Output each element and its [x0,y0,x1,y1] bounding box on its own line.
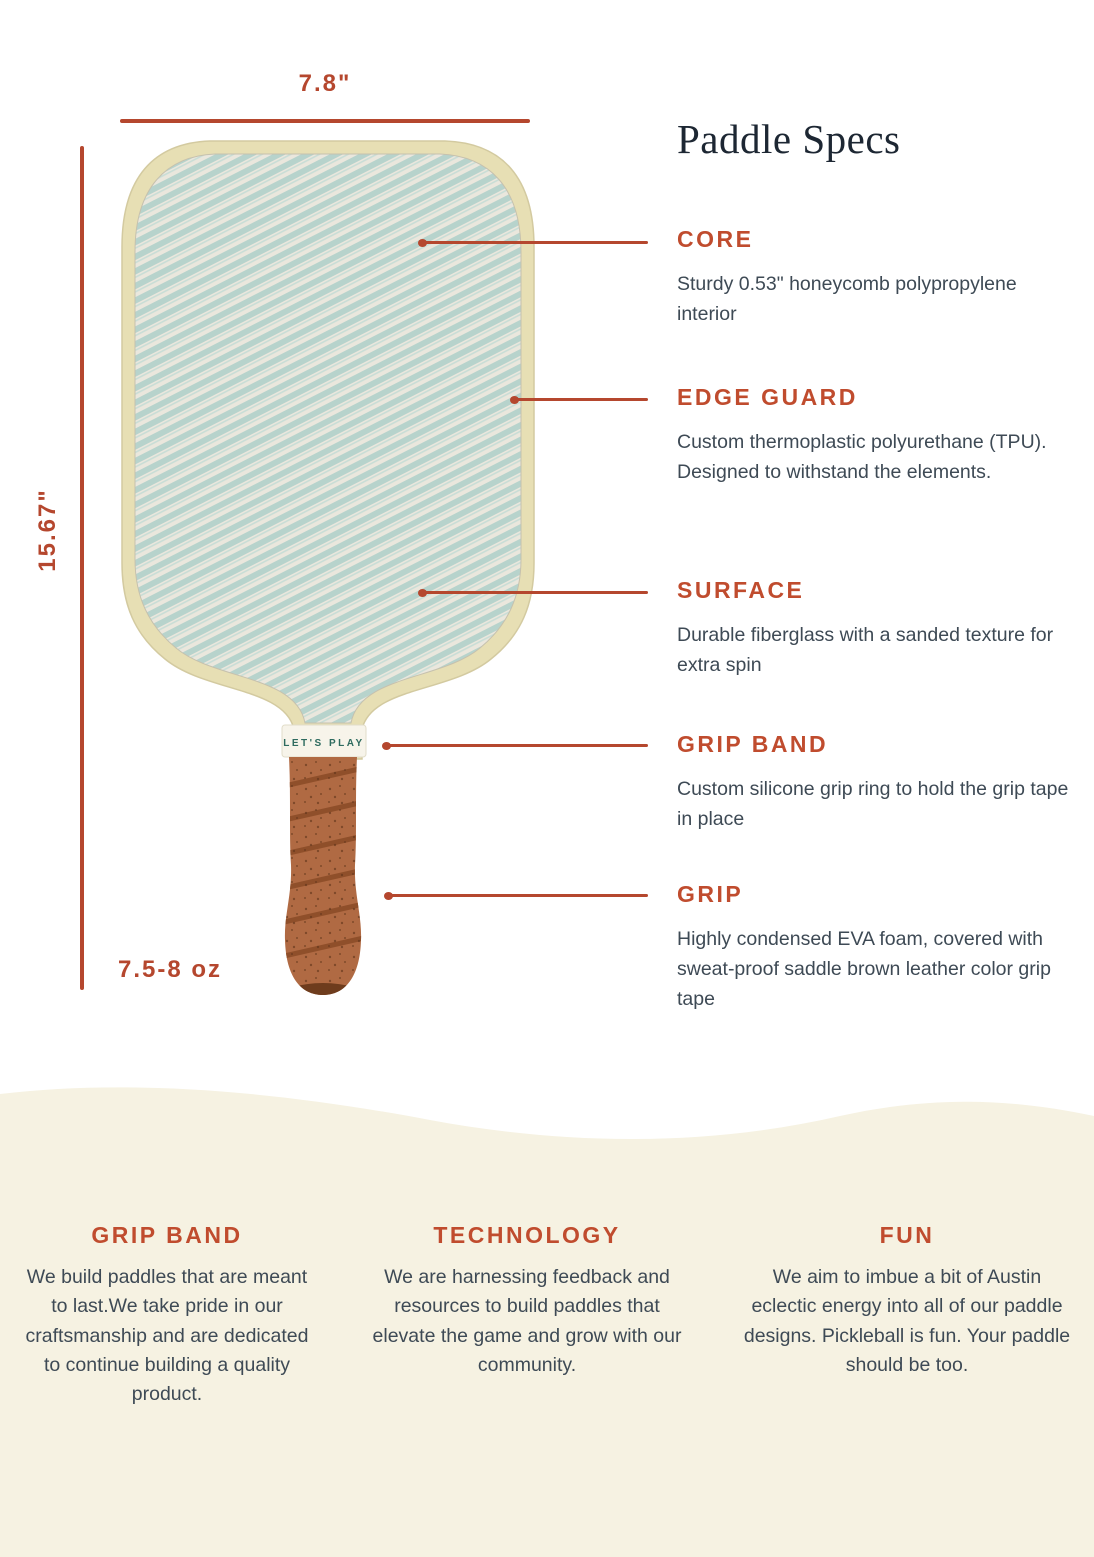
edge-guard-callout-line [512,398,648,401]
page-title: Paddle Specs [677,116,901,162]
handle-wrap-lines [280,755,370,1011]
surface-callout-line [420,591,648,594]
paddle-surface [135,154,521,723]
feature-description: We build paddles that are meant to last.We take pride in our craftsmanship and are dedicated to continue building a quality product. [25,1266,309,1405]
spec-description: Custom silicone grip ring to hold the grip tape in place [677,778,1069,831]
grip-band-callout-line [384,744,648,747]
wave-divider [0,1058,1094,1158]
core-callout-line [420,241,648,244]
spec-description: Highly condensed EVA foam, covered with sweat-proof saddle brown leather color grip tape [677,928,1051,1011]
grip-band-text: LET'S PLAY [283,738,365,749]
spec-label: EDGE GUARD [677,384,858,410]
feature-label: TECHNOLOGY [433,1222,621,1248]
width-dimension-label: 7.8" [298,70,352,97]
spec-section-surface [677,577,1069,680]
spec-description: Custom thermoplastic polyurethane (TPU). Designed to withstand the elements. [677,431,1047,484]
weight-label: 7.5-8 oz [118,956,223,983]
feature-technology [372,1222,682,1409]
feature-grip-band [22,1222,312,1409]
spec-section-edge-guard [677,384,1069,487]
feature-fun [742,1222,1072,1409]
feature-description: We are harnessing feedback and resources to build paddles that elevate the game and grow with our community. [372,1266,682,1376]
height-dimension-line [80,146,84,990]
spec-description: Durable fiberglass with a sanded texture for extra spin [677,624,1054,677]
grip-callout-line [386,894,648,897]
feature-label: FUN [879,1222,935,1248]
feature-description: We aim to imbue a bit of Austin eclectic energy into all of our paddle designs. Pickleball is fun. Your paddle should be too. [743,1266,1071,1376]
feature-label: GRIP BAND [91,1222,243,1248]
spec-description: Sturdy 0.53" honeycomb polypropylene interior [677,273,1017,326]
height-dimension-label: 15.67" [34,488,61,572]
spec-section-core [677,226,1069,329]
spec-label: GRIP BAND [677,731,829,757]
spec-label: SURFACE [677,577,805,603]
spec-section-grip-band [677,731,1069,834]
width-dimension-line [120,119,530,123]
spec-label: CORE [677,226,754,252]
spec-section-grip [677,881,1069,1015]
feature-columns [0,1222,1094,1409]
spec-label: GRIP [677,881,744,907]
paddle-illustration [110,135,550,1015]
